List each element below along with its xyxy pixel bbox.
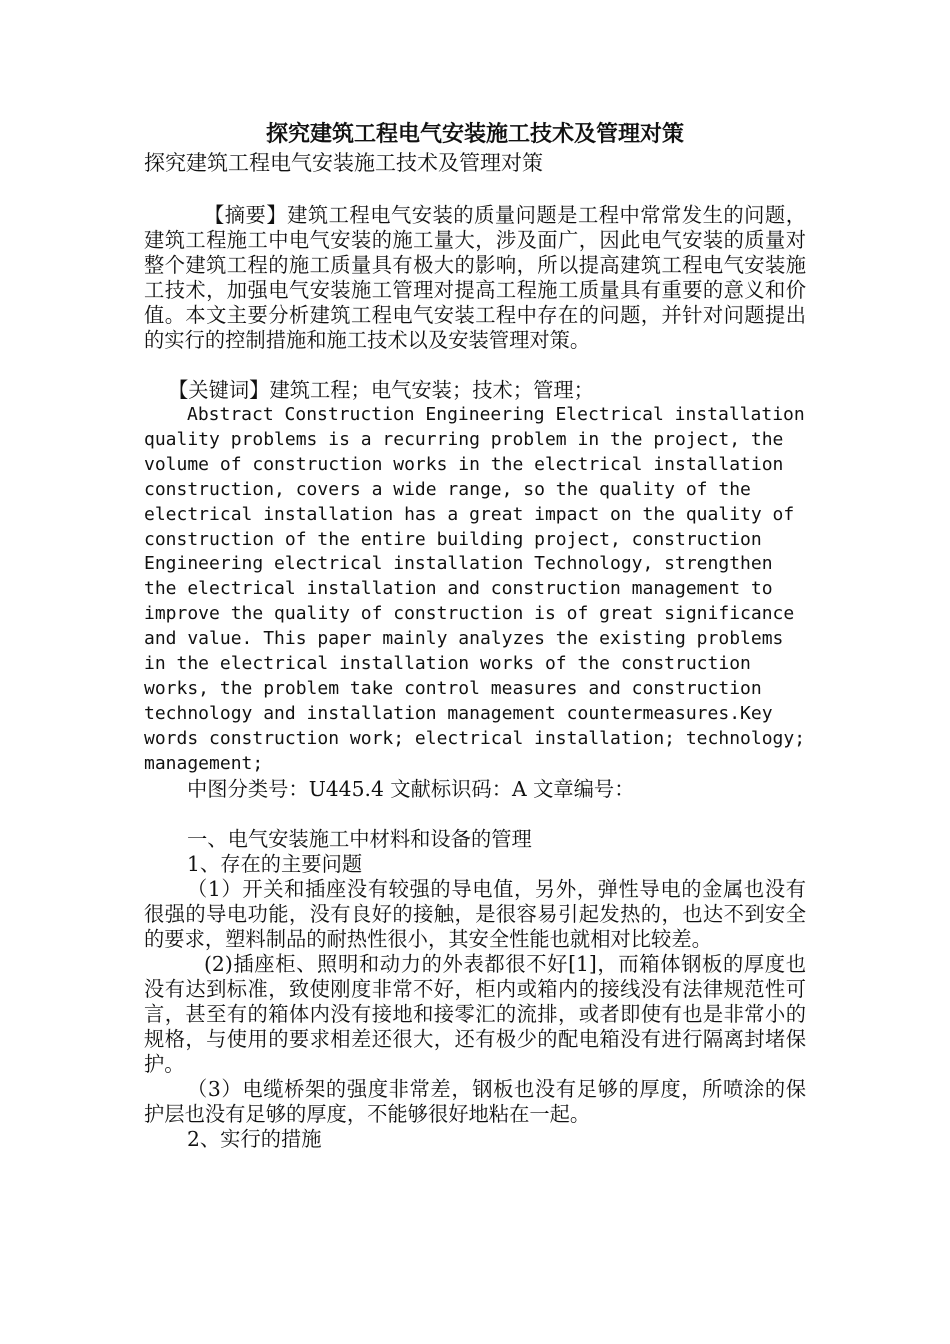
classification-line: 中图分类号：U445.4 文献标识码：A 文章编号： (187, 776, 635, 801)
abstract-english: Abstract Construction Engineering Electrical installation quality problems is a recurring problem in the project, the volume of construction works in the electrical installation construction, covers a wide range, so the quality of the electrical installation has a great impact on the quality of construction of the entire building project, construction Engineering electrical installation Technology, strengthen the electrical installation and construction management to improve the quality of construction is of great significance and value. This paper mainly analyzes the existing problems in the electrical installation works of the construction works, the problem take control measures and construction technology and installation management countermeasures.Key words construction work; electrical installation; technology; management; (144, 404, 806, 774)
spacer (144, 802, 806, 827)
section-1-heading: 一、电气安装施工中材料和设备的管理 (187, 826, 532, 851)
document-page (144, 120, 806, 1152)
document-subtitle: 探究建筑工程电气安装施工技术及管理对策 (144, 151, 543, 175)
paragraph-1: （1）开关和插座没有较强的导电值，另外，弹性导电的金属也没有很强的导电功能，没有良好的接触，是很容易引起发热的，也达不到安全的要求，塑料制品的耐热性很小，其安全性能也就相对比较差。 (144, 876, 806, 951)
spacer (144, 353, 806, 378)
abstract-chinese: 【摘要】建筑工程电气安装的质量问题是工程中常常发生的问题，建筑工程施工中电气安装的施工量大，涉及面广，因此电气安装的质量对整个建筑工程的施工质量具有极大的影响，所以提高建筑工程电气安装施工技术，加强电气安装施工管理对提高工程施工质量具有重要的意义和价值。本文主要分析建筑工程电气安装工程中存在的问题，并针对问题提出的实行的控制措施和施工技术以及安装管理对策。 (144, 203, 806, 352)
spacer (144, 178, 806, 203)
paragraph-3: （3）电缆桥架的强度非常差，钢板也没有足够的厚度，所喷涂的保护层也没有足够的厚度，不能够很好地粘在一起。 (144, 1076, 806, 1126)
document-title: 探究建筑工程电气安装施工技术及管理对策 (265, 121, 684, 147)
subsection-2-heading: 2、实行的措施 (187, 1126, 322, 1151)
paragraph-2: (2)插座柜、照明和动力的外表都很不好[1]，而箱体钢板的厚度也没有达到标准，致使刚度非常不好，柜内或箱内的接线没有法律规范性可言，甚至有的箱体内没有接地和接零汇的流排，或者即使有也是非常小的规格，与使用的要求相差还很大，还有极少的配电箱没有进行隔离封堵保护。 (144, 951, 806, 1076)
keywords-chinese: 【关键词】建筑工程；电气安装；技术；管理； (168, 378, 594, 402)
subsection-1-heading: 1、存在的主要问题 (187, 851, 363, 876)
